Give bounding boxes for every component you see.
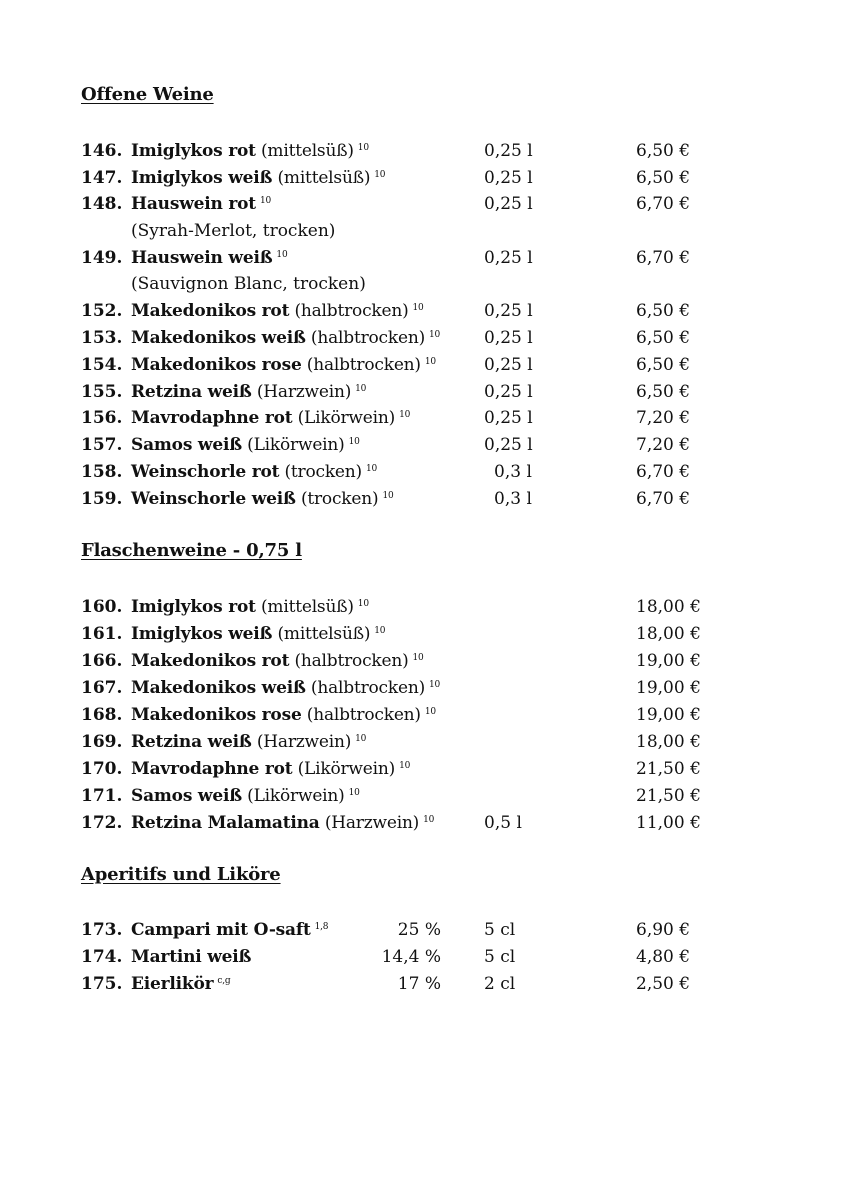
list-item xyxy=(0,810,849,836)
item-volume: 0,5 l xyxy=(484,813,522,833)
item-percent: 14,4 % xyxy=(381,947,441,967)
item-number: 168. xyxy=(81,705,123,725)
item-name: Imiglykos weiß (mittelsüß) $^{10}$ xyxy=(131,624,386,644)
list-item xyxy=(0,971,849,997)
item-number: 158. xyxy=(81,462,123,482)
section-title-aperitifs: Aperitifs und Liköre xyxy=(81,864,281,885)
item-price: 18,00 € xyxy=(636,732,701,752)
item-name: Makedonikos rot (halbtrocken) $^{10}$ xyxy=(131,301,424,321)
item-volume: 0,3 l xyxy=(494,489,532,509)
item-price: 6,50 € xyxy=(636,141,691,161)
item-volume: 0,25 l xyxy=(484,301,533,321)
list-item xyxy=(0,944,849,970)
item-number: 147. xyxy=(81,168,123,188)
list-item xyxy=(0,648,849,674)
item-number: 166. xyxy=(81,651,123,671)
item-name: Retzina weiß (Harzwein) $^{10}$ xyxy=(131,382,367,402)
item-price: 6,50 € xyxy=(636,355,691,375)
list-item xyxy=(0,325,849,351)
item-price: 4,80 € xyxy=(636,947,691,967)
list-item xyxy=(0,352,849,378)
item-price: 7,20 € xyxy=(636,408,691,428)
item-price: 2,50 € xyxy=(636,974,691,994)
item-volume: 0,25 l xyxy=(484,355,533,375)
item-volume: 0,25 l xyxy=(484,248,533,268)
item-price: 6,70 € xyxy=(636,248,691,268)
item-number: 154. xyxy=(81,355,123,375)
item-name: Weinschorle rot (trocken) $^{10}$ xyxy=(131,462,378,482)
item-name: Makedonikos rose (halbtrocken) $^{10}$ xyxy=(131,355,436,375)
list-item xyxy=(0,486,849,512)
item-volume: 0,25 l xyxy=(484,168,533,188)
item-name: Makedonikos weiß (halbtrocken) $^{10}$ xyxy=(131,678,441,698)
item-number: 146. xyxy=(81,141,123,161)
item-volume: 0,25 l xyxy=(484,194,533,214)
list-item xyxy=(0,594,849,620)
item-number: 152. xyxy=(81,301,123,321)
item-number: 173. xyxy=(81,920,123,940)
item-name: Makedonikos rose (halbtrocken) $^{10}$ xyxy=(131,705,436,725)
item-number: 169. xyxy=(81,732,123,752)
item-name: Imiglykos weiß (mittelsüß) $^{10}$ xyxy=(131,168,386,188)
item-name: Retzina weiß (Harzwein) $^{10}$ xyxy=(131,732,367,752)
list-item xyxy=(0,379,849,405)
item-price: 6,50 € xyxy=(636,301,691,321)
item-subtitle: (Sauvignon Blanc, trocken) xyxy=(131,274,366,294)
item-price: 6,70 € xyxy=(636,462,691,482)
item-name: Makedonikos weiß (halbtrocken) $^{10}$ xyxy=(131,328,441,348)
item-number: 174. xyxy=(81,947,123,967)
list-item xyxy=(0,702,849,728)
item-price: 6,70 € xyxy=(636,194,691,214)
item-number: 149. xyxy=(81,248,123,268)
item-volume: 2 cl xyxy=(484,974,516,994)
list-item xyxy=(0,245,849,271)
item-subtitle: (Syrah-Merlot, trocken) xyxy=(131,221,336,241)
item-name: Samos weiß (Likörwein) $^{10}$ xyxy=(131,435,360,455)
item-price: 21,50 € xyxy=(636,786,701,806)
item-percent: 17 % xyxy=(397,974,441,994)
item-name: Mavrodaphne rot (Likörwein) $^{10}$ xyxy=(131,759,411,779)
item-volume: 0,25 l xyxy=(484,382,533,402)
item-name: Eierlikör $^{c,g}$ xyxy=(131,974,231,994)
item-name: Hauswein rot $^{10}$ xyxy=(131,194,272,214)
item-name: Retzina Malamatina (Harzwein) $^{10}$ xyxy=(131,813,435,833)
item-number: 171. xyxy=(81,786,123,806)
item-price: 11,00 € xyxy=(636,813,701,833)
item-price: 6,50 € xyxy=(636,328,691,348)
item-volume: 0,3 l xyxy=(494,462,532,482)
item-volume: 0,25 l xyxy=(484,408,533,428)
list-item xyxy=(0,138,849,164)
list-item xyxy=(0,621,849,647)
item-number: 175. xyxy=(81,974,123,994)
item-price: 19,00 € xyxy=(636,678,701,698)
section-title-offene-weine: Offene Weine xyxy=(81,84,214,105)
item-name: Campari mit O-saft $^{1,8}$ xyxy=(131,920,329,940)
item-volume: 5 cl xyxy=(484,920,516,940)
item-name: Imiglykos rot (mittelsüß) $^{10}$ xyxy=(131,597,369,617)
item-name: Martini weiß xyxy=(131,947,252,967)
item-number: 156. xyxy=(81,408,123,428)
list-item xyxy=(0,405,849,431)
item-price: 6,50 € xyxy=(636,382,691,402)
item-number: 157. xyxy=(81,435,123,455)
item-number: 161. xyxy=(81,624,123,644)
item-name: Hauswein weiß $^{10}$ xyxy=(131,248,288,268)
item-number: 148. xyxy=(81,194,123,214)
item-number: 159. xyxy=(81,489,123,509)
list-item xyxy=(0,729,849,755)
item-volume: 0,25 l xyxy=(484,435,533,455)
item-price: 18,00 € xyxy=(636,597,701,617)
section-title-flaschenweine: Flaschenweine - 0,75 l xyxy=(81,540,302,561)
item-number: 160. xyxy=(81,597,123,617)
list-item xyxy=(0,165,849,191)
list-item xyxy=(0,459,849,485)
item-price: 6,50 € xyxy=(636,168,691,188)
item-percent: 25 % xyxy=(397,920,441,940)
item-price: 19,00 € xyxy=(636,651,701,671)
item-number: 155. xyxy=(81,382,123,402)
item-price: 19,00 € xyxy=(636,705,701,725)
item-price: 6,90 € xyxy=(636,920,691,940)
item-price: 6,70 € xyxy=(636,489,691,509)
list-item xyxy=(0,432,849,458)
item-price: 7,20 € xyxy=(636,435,691,455)
item-price: 18,00 € xyxy=(636,624,701,644)
list-item xyxy=(0,756,849,782)
item-name: Makedonikos rot (halbtrocken) $^{10}$ xyxy=(131,651,424,671)
list-item xyxy=(0,917,849,943)
item-price: 21,50 € xyxy=(636,759,701,779)
list-item xyxy=(0,191,849,217)
item-name: Mavrodaphne rot (Likörwein) $^{10}$ xyxy=(131,408,411,428)
list-item xyxy=(0,298,849,324)
item-number: 167. xyxy=(81,678,123,698)
list-item xyxy=(0,783,849,809)
item-name: Weinschorle weiß (trocken) $^{10}$ xyxy=(131,489,394,509)
item-volume: 5 cl xyxy=(484,947,516,967)
list-item xyxy=(0,675,849,701)
item-name: Samos weiß (Likörwein) $^{10}$ xyxy=(131,786,360,806)
item-volume: 0,25 l xyxy=(484,328,533,348)
item-volume: 0,25 l xyxy=(484,141,533,161)
item-name: Imiglykos rot (mittelsüß) $^{10}$ xyxy=(131,141,369,161)
item-number: 172. xyxy=(81,813,123,833)
item-number: 170. xyxy=(81,759,123,779)
item-number: 153. xyxy=(81,328,123,348)
